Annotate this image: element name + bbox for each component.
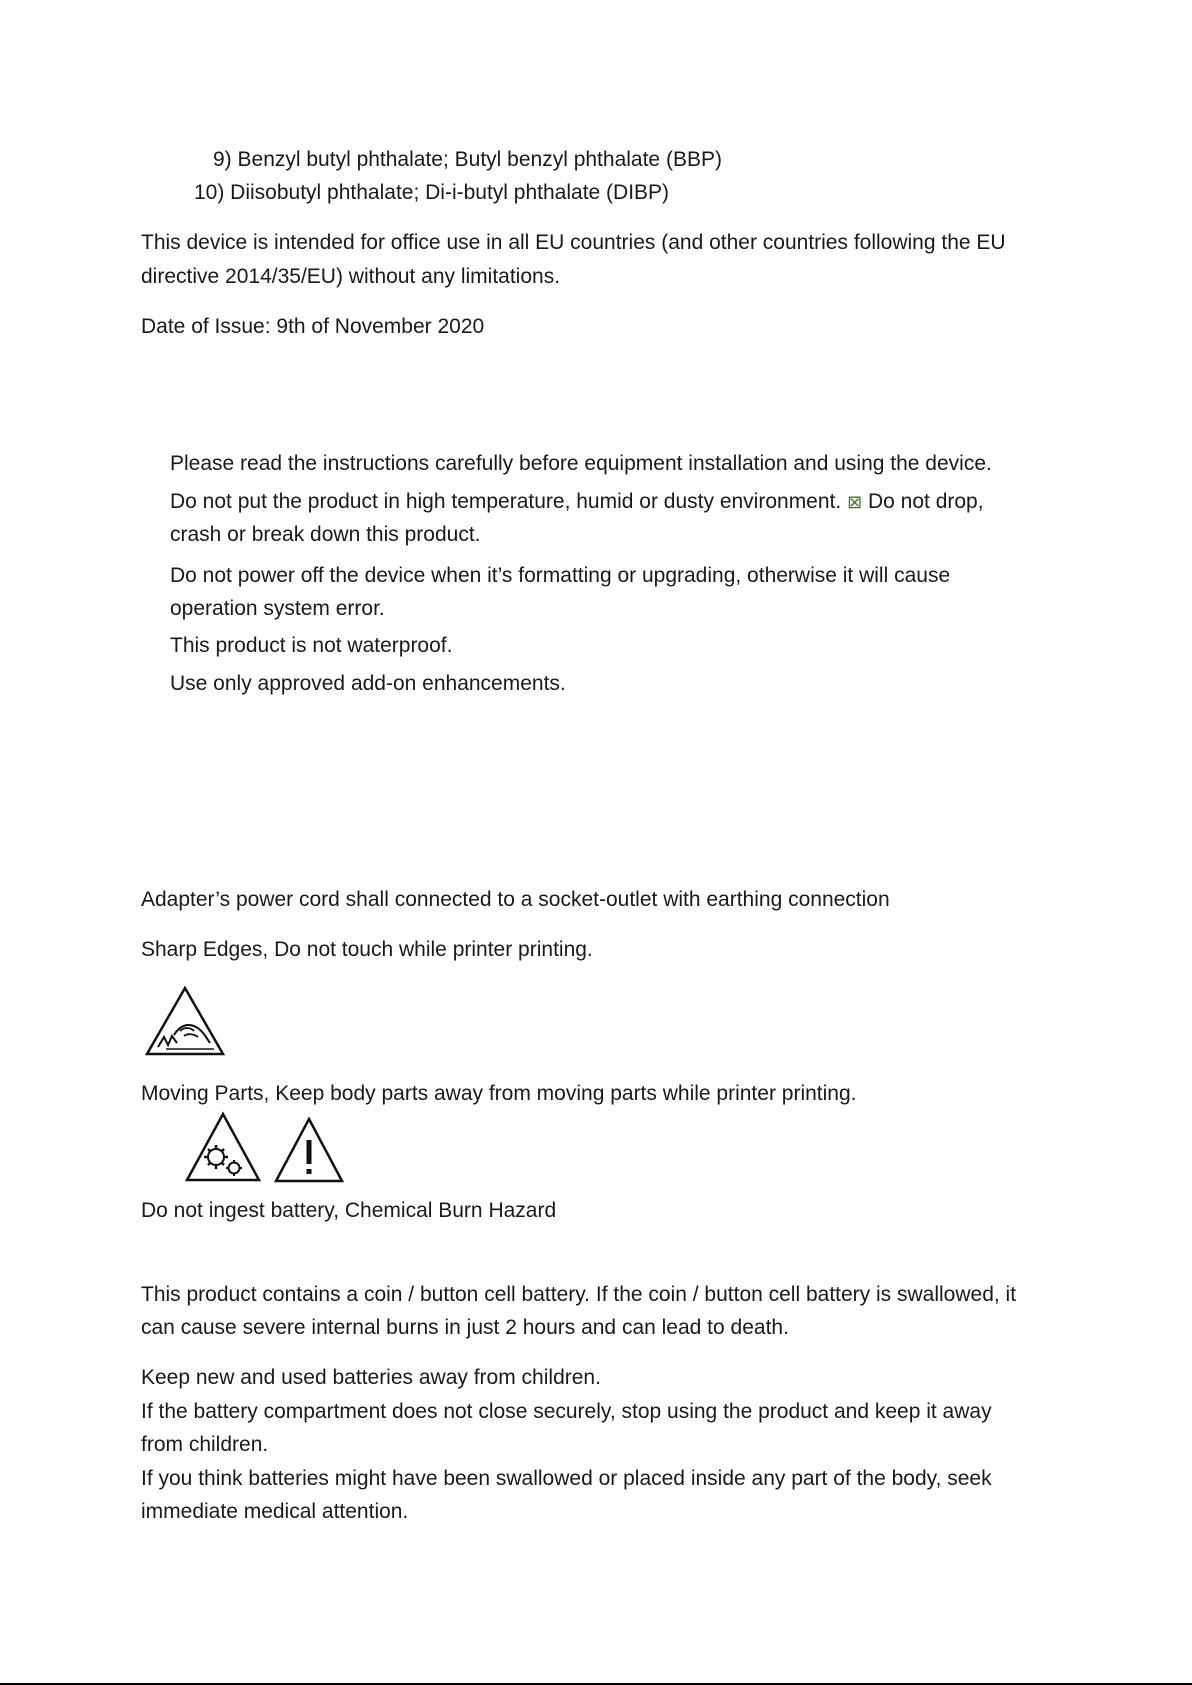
phthalate-item-9: 9) Benzyl butyl phthalate; Butyl benzyl phthalate (BBP) — [213, 148, 722, 171]
instruction-power-line-1: Do not power off the device when it’s formatting or upgrading, otherwise it will cause — [170, 564, 951, 587]
battery-compartment-line-2: from children. — [141, 1433, 269, 1456]
instruction-drop-text: Do not drop, — [868, 490, 984, 513]
battery-paragraph-line-1: This product contains a coin / button cell battery. If the coin / button cell battery is swallowed, it — [141, 1283, 1017, 1306]
moving-parts-warning: Moving Parts, Keep body parts away from moving parts while printer printing. — [141, 1082, 857, 1105]
general-warning-icon — [273, 1116, 345, 1184]
battery-compartment-line-1: If the battery compartment does not close securely, stop using the product and keep it away — [141, 1400, 992, 1423]
instruction-waterproof: This product is not waterproof. — [170, 634, 453, 657]
instruction-environment-text: Do not put the product in high temperature, humid or dusty environment. — [170, 490, 842, 513]
moving-parts-warning-icon — [184, 1111, 262, 1183]
adapter-warning: Adapter’s power cord shall connected to a socket-outlet with earthing connection — [141, 888, 890, 911]
phthalate-item-10: 10) Diisobutyl phthalate; Di-i-butyl phthalate (DIBP) — [194, 181, 670, 204]
instruction-addons: Use only approved add-on enhancements. — [170, 672, 566, 695]
battery-swallowed-line-1: If you think batteries might have been swallowed or placed inside any part of the body, seek — [141, 1467, 992, 1490]
bullet-symbol: ⊠ — [847, 492, 863, 512]
intended-use-line-2: directive 2014/35/EU) without any limitations. — [141, 265, 561, 288]
battery-keep-away: Keep new and used batteries away from children. — [141, 1366, 601, 1389]
instruction-read: Please read the instructions carefully before equipment installation and using the device. — [170, 452, 992, 475]
date-of-issue: Date of Issue: 9th of November 2020 — [141, 315, 485, 338]
intended-use-line-1: This device is intended for office use in all EU countries (and other countries following the EU — [141, 231, 1006, 254]
instruction-crash: crash or break down this product. — [170, 523, 481, 546]
instruction-environment — [170, 491, 984, 512]
battery-swallowed-line-2: immediate medical attention. — [141, 1500, 409, 1523]
battery-heading: Do not ingest battery, Chemical Burn Hazard — [141, 1199, 557, 1222]
instruction-power-line-2: operation system error. — [170, 597, 385, 620]
sharp-edges-warning: Sharp Edges, Do not touch while printer printing. — [141, 938, 593, 961]
sharp-edges-warning-icon — [144, 985, 226, 1057]
battery-paragraph-line-2: can cause severe internal burns in just 2 hours and can lead to death. — [141, 1316, 789, 1339]
